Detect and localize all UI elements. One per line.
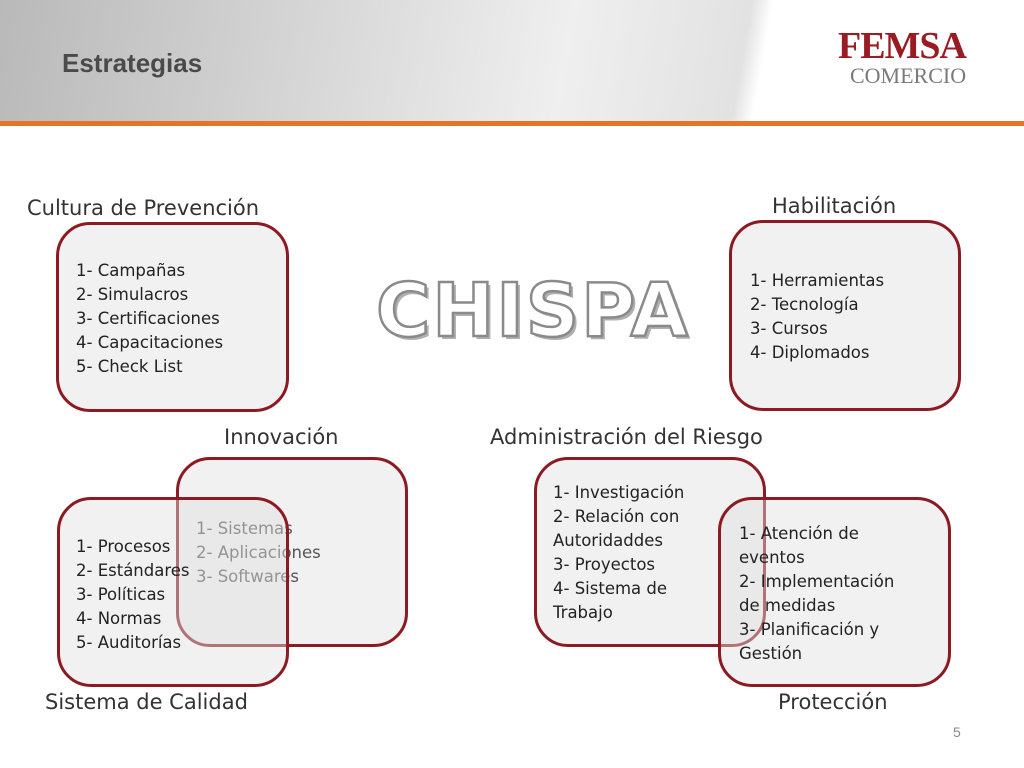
list-item: 5- Auditorías bbox=[76, 633, 182, 652]
list-item: de medidas bbox=[739, 596, 836, 615]
list-item: 4- Sistema de bbox=[553, 579, 668, 598]
list-item: 1- Sistemas bbox=[196, 519, 293, 538]
cultura-list bbox=[76, 259, 223, 379]
chispa-title: CHISPA bbox=[376, 268, 690, 354]
proteccion-label: Protección bbox=[778, 690, 888, 714]
list-item: 1- Campañas bbox=[76, 261, 186, 280]
administracion-list bbox=[553, 481, 684, 625]
list-item: 1- Procesos bbox=[76, 537, 171, 556]
list-item: 3- Planificación y bbox=[739, 620, 880, 639]
list-item: 3- Cursos bbox=[750, 319, 828, 338]
list-item: 5- Check List bbox=[76, 357, 183, 376]
list-item: 1- Investigación bbox=[553, 483, 685, 502]
list-item: 2- Simulacros bbox=[76, 285, 189, 304]
administracion-label: Administración del Riesgo bbox=[490, 425, 763, 449]
list-item: 3- Políticas bbox=[76, 585, 166, 604]
habilitacion-list bbox=[750, 269, 884, 365]
list-item: 3- Softwares bbox=[196, 567, 300, 586]
list-item: 2- Implementación bbox=[739, 572, 895, 591]
list-item: 2- Aplicaciones bbox=[196, 543, 321, 562]
habilitacion-label: Habilitación bbox=[772, 194, 897, 218]
list-item: Autoridaddes bbox=[553, 531, 663, 550]
slide-number: 5 bbox=[953, 724, 961, 740]
header-accent-bar bbox=[0, 121, 1024, 126]
list-item: 2- Relación con bbox=[553, 507, 680, 526]
list-item: 3- Proyectos bbox=[553, 555, 656, 574]
list-item: 4- Normas bbox=[76, 609, 162, 628]
list-item: 2- Estándares bbox=[76, 561, 190, 580]
list-item: eventos bbox=[739, 548, 805, 567]
list-item: Gestión bbox=[739, 644, 803, 663]
list-item: 4- Capacitaciones bbox=[76, 333, 224, 352]
calidad-label: Sistema de Calidad bbox=[45, 690, 248, 714]
innovacion-label: Innovación bbox=[224, 425, 339, 449]
logo-bottom-text: COMERCIO bbox=[850, 63, 967, 88]
list-item: Trabajo bbox=[553, 603, 613, 622]
list-item: 1- Herramientas bbox=[750, 271, 885, 290]
page-title: Estrategias bbox=[62, 48, 203, 78]
calidad-list bbox=[76, 535, 190, 655]
proteccion-list bbox=[739, 522, 894, 666]
logo-top-text: FEMSA bbox=[838, 25, 966, 67]
list-item: 2- Tecnología bbox=[750, 295, 859, 314]
list-item: 4- Diplomados bbox=[750, 343, 870, 362]
list-item: 1- Atención de bbox=[739, 524, 859, 543]
femsa-comercio-logo bbox=[832, 26, 992, 92]
list-item: 3- Certificaciones bbox=[76, 309, 220, 328]
cultura-label: Cultura de Prevención bbox=[27, 196, 260, 220]
